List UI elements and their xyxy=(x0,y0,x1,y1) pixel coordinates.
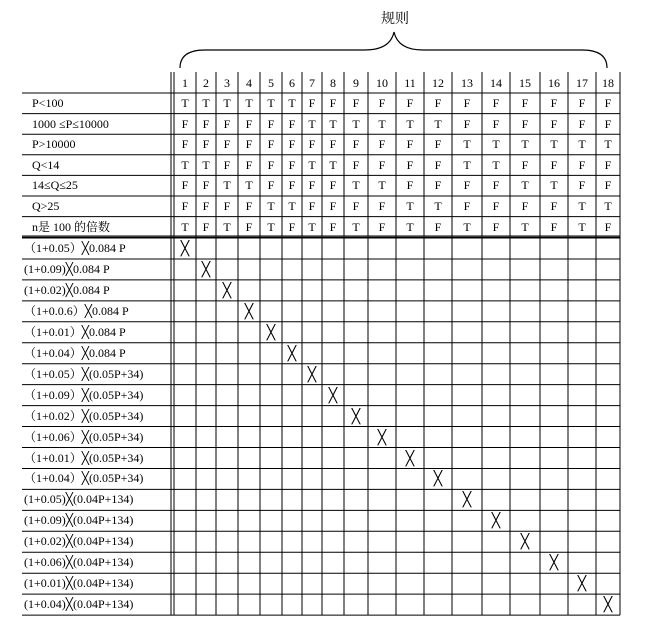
condition-cell: F xyxy=(550,157,558,172)
condition-cell: F xyxy=(492,178,500,193)
rule-number-4: 4 xyxy=(246,76,252,90)
condition-cell: F xyxy=(308,137,316,152)
condition-cell: T xyxy=(267,219,275,234)
condition-cell: F xyxy=(378,199,386,213)
action-mark: ╳ xyxy=(520,534,530,551)
rule-number-8: 8 xyxy=(330,76,336,90)
condition-cell: F xyxy=(308,178,316,193)
action-mark: ╳ xyxy=(287,345,297,362)
condition-cell: F xyxy=(245,157,253,172)
condition-cell: T xyxy=(181,219,189,234)
action-label: (1+0.09)╳0.084 P xyxy=(24,261,110,276)
condition-cell: F xyxy=(223,137,231,152)
condition-cell: F xyxy=(604,219,612,234)
condition-cell: F xyxy=(550,199,558,213)
condition-cell: T xyxy=(288,96,296,110)
condition-cell: F xyxy=(406,96,414,110)
condition-cell: F xyxy=(434,137,442,152)
condition-cell: F xyxy=(267,116,275,131)
condition-cell: F xyxy=(352,157,360,172)
condition-cell: F xyxy=(288,116,296,131)
condition-cell: F xyxy=(578,116,586,131)
action-mark: ╳ xyxy=(266,324,276,341)
condition-cell: F xyxy=(223,199,231,213)
condition-cell: T xyxy=(352,219,360,234)
condition-cell: F xyxy=(463,116,471,131)
condition-cell: T xyxy=(578,137,586,152)
condition-cell: F xyxy=(578,157,586,172)
condition-cell: T xyxy=(550,178,558,193)
condition-cell: T xyxy=(434,199,442,213)
condition-cell: F xyxy=(288,157,296,172)
condition-label: Q>25 xyxy=(32,199,60,213)
condition-cell: F xyxy=(521,199,529,213)
action-label: （1+0.09）╳(0.05P+34) xyxy=(24,387,144,402)
condition-cell: F xyxy=(223,157,231,172)
condition-cell: F xyxy=(550,96,558,110)
rule-number-5: 5 xyxy=(268,76,274,90)
condition-cell: F xyxy=(352,199,360,213)
action-label: (1+0.02)╳(0.04P+134) xyxy=(24,534,134,549)
action-label: （1+0.04）╳0.084 P xyxy=(24,345,126,360)
condition-cell: F xyxy=(181,178,189,193)
condition-cell: F xyxy=(578,178,586,193)
condition-cell: F xyxy=(550,219,558,234)
condition-cell: T xyxy=(223,178,231,193)
rule-number-18: 18 xyxy=(602,76,614,90)
action-mark: ╳ xyxy=(433,471,443,488)
condition-cell: T xyxy=(288,199,296,213)
action-label: (1+0.02)╳0.084 P xyxy=(24,282,110,297)
condition-cell: F xyxy=(329,199,337,213)
condition-label: Q<14 xyxy=(32,157,60,172)
condition-cell: T xyxy=(434,116,442,131)
rules-title: 规则 xyxy=(381,11,409,27)
condition-cell: T xyxy=(378,178,386,193)
condition-cell: T xyxy=(267,96,275,110)
action-mark: ╳ xyxy=(377,429,387,446)
rule-number-9: 9 xyxy=(353,76,359,90)
condition-cell: F xyxy=(223,116,231,131)
condition-cell: T xyxy=(308,157,316,172)
condition-cell: F xyxy=(181,137,189,152)
condition-cell: T xyxy=(406,199,414,213)
condition-cell: T xyxy=(521,219,529,234)
condition-label: P<100 xyxy=(32,96,64,110)
action-mark: ╳ xyxy=(180,241,190,257)
condition-cell: T xyxy=(202,96,210,110)
condition-cell: F xyxy=(550,116,558,131)
condition-cell: F xyxy=(245,199,253,213)
condition-cell: F xyxy=(434,157,442,172)
condition-cell: F xyxy=(202,199,210,213)
rule-number-15: 15 xyxy=(519,76,531,90)
condition-cell: F xyxy=(406,157,414,172)
condition-cell: F xyxy=(434,219,442,234)
action-label: （1+0.06）╳(0.05P+34) xyxy=(24,429,144,444)
condition-cell: F xyxy=(329,137,337,152)
condition-label: P>10000 xyxy=(32,137,76,152)
condition-cell: T xyxy=(378,116,386,131)
condition-cell: F xyxy=(463,199,471,213)
condition-cell: T xyxy=(463,219,471,234)
condition-cell: F xyxy=(202,178,210,193)
condition-cell: F xyxy=(434,178,442,193)
condition-cell: T xyxy=(223,96,231,110)
condition-cell: F xyxy=(378,137,386,152)
condition-cell: F xyxy=(521,116,529,131)
condition-cell: F xyxy=(521,157,529,172)
condition-cell: T xyxy=(604,199,612,213)
condition-cell: F xyxy=(245,116,253,131)
condition-cell: T xyxy=(463,137,471,152)
rule-number-11: 11 xyxy=(404,76,416,90)
rule-number-10: 10 xyxy=(376,76,388,90)
condition-cell: T xyxy=(308,219,316,234)
condition-cell: F xyxy=(521,96,529,110)
condition-cell: T xyxy=(181,96,189,110)
condition-cell: T xyxy=(550,137,558,152)
condition-cell: T xyxy=(463,157,471,172)
condition-cell: F xyxy=(329,178,337,193)
action-mark: ╳ xyxy=(222,282,232,299)
condition-cell: F xyxy=(492,219,500,234)
condition-cell: T xyxy=(267,199,275,213)
condition-cell: F xyxy=(352,137,360,152)
action-label: （1+0.0.6）╳0.084 P xyxy=(24,303,129,318)
rule-number-12: 12 xyxy=(432,76,444,90)
condition-cell: T xyxy=(202,157,210,172)
condition-cell: T xyxy=(245,178,253,193)
rule-number-14: 14 xyxy=(490,76,502,90)
action-label: （1+0.05）╳(0.05P+34) xyxy=(24,366,144,381)
condition-cell: T xyxy=(308,116,316,131)
condition-cell: F xyxy=(181,199,189,213)
condition-cell: F xyxy=(578,96,586,110)
action-mark: ╳ xyxy=(549,555,559,572)
action-label: （1+0.02）╳(0.05P+34) xyxy=(24,408,144,423)
condition-cell: F xyxy=(604,178,612,193)
action-mark: ╳ xyxy=(307,366,317,383)
condition-cell: T xyxy=(521,178,529,193)
condition-cell: F xyxy=(492,96,500,110)
action-mark: ╳ xyxy=(201,261,211,278)
condition-cell: F xyxy=(267,178,275,193)
condition-cell: F xyxy=(604,157,612,172)
condition-cell: F xyxy=(604,116,612,131)
rule-number-13: 13 xyxy=(461,76,473,90)
condition-cell: F xyxy=(463,96,471,110)
condition-cell: F xyxy=(245,219,253,234)
condition-cell: F xyxy=(492,116,500,131)
condition-cell: T xyxy=(352,116,360,131)
rule-number-3: 3 xyxy=(224,76,230,90)
condition-cell: T xyxy=(492,157,500,172)
action-mark: ╳ xyxy=(577,576,587,593)
condition-cell: F xyxy=(288,137,296,152)
condition-cell: F xyxy=(378,219,386,234)
condition-cell: F xyxy=(308,96,316,110)
condition-cell: T xyxy=(492,137,500,152)
condition-cell: F xyxy=(288,178,296,193)
condition-cell: T xyxy=(521,137,529,152)
action-label: (1+0.05)╳(0.04P+134) xyxy=(24,492,134,507)
condition-cell: T xyxy=(406,116,414,131)
action-label: (1+0.01)╳(0.04P+134) xyxy=(24,576,134,591)
action-mark: ╳ xyxy=(244,303,254,320)
action-mark: ╳ xyxy=(328,387,338,404)
action-label: （1+0.01）╳0.084 P xyxy=(24,324,126,339)
condition-cell: F xyxy=(202,219,210,234)
rule-number-1: 1 xyxy=(182,76,188,90)
condition-cell: F xyxy=(288,219,296,234)
rule-number-16: 16 xyxy=(548,76,560,90)
action-mark: ╳ xyxy=(603,597,613,614)
action-label: (1+0.09)╳(0.04P+134) xyxy=(24,513,134,528)
condition-cell: F xyxy=(406,137,414,152)
condition-cell: F xyxy=(378,157,386,172)
condition-cell: F xyxy=(434,96,442,110)
rule-number-17: 17 xyxy=(576,76,588,90)
condition-cell: T xyxy=(352,178,360,193)
action-label: (1+0.06)╳(0.04P+134) xyxy=(24,555,134,570)
condition-cell: F xyxy=(329,219,337,234)
action-mark: ╳ xyxy=(491,513,501,530)
condition-label: n是 100 的倍数 xyxy=(32,219,111,234)
condition-cell: F xyxy=(406,178,414,193)
condition-cell: T xyxy=(223,219,231,234)
action-mark: ╳ xyxy=(351,408,361,425)
condition-cell: T xyxy=(181,157,189,172)
condition-cell: F xyxy=(308,199,316,213)
action-label: (1+0.04)╳(0.04P+134) xyxy=(24,597,134,612)
condition-cell: F xyxy=(202,116,210,131)
action-label: （1+0.05）╳0.084 P xyxy=(24,241,126,255)
condition-cell: F xyxy=(245,137,253,152)
condition-label: 14≤Q≤25 xyxy=(32,178,78,193)
rule-number-6: 6 xyxy=(289,76,295,90)
condition-cell: F xyxy=(492,199,500,213)
action-mark: ╳ xyxy=(462,492,472,509)
rule-number-2: 2 xyxy=(203,76,209,90)
condition-cell: F xyxy=(463,178,471,193)
condition-cell: F xyxy=(181,116,189,131)
action-label: （1+0.04）╳(0.05P+34) xyxy=(24,471,144,486)
condition-cell: F xyxy=(352,96,360,110)
condition-cell: F xyxy=(267,157,275,172)
condition-cell: T xyxy=(604,137,612,152)
condition-cell: T xyxy=(578,219,586,234)
action-label: （1+0.01）╳(0.05P+34) xyxy=(24,450,144,465)
condition-label: 1000 ≤P≤10000 xyxy=(32,116,109,131)
condition-cell: F xyxy=(378,96,386,110)
condition-cell: T xyxy=(406,219,414,234)
condition-cell: T xyxy=(329,157,337,172)
condition-cell: T xyxy=(245,96,253,110)
action-mark: ╳ xyxy=(405,450,415,467)
condition-cell: F xyxy=(267,137,275,152)
condition-cell: F xyxy=(202,137,210,152)
rule-number-7: 7 xyxy=(309,76,315,90)
condition-cell: F xyxy=(329,96,337,110)
condition-cell: T xyxy=(578,199,586,213)
condition-cell: T xyxy=(329,116,337,131)
condition-cell: F xyxy=(604,96,612,110)
